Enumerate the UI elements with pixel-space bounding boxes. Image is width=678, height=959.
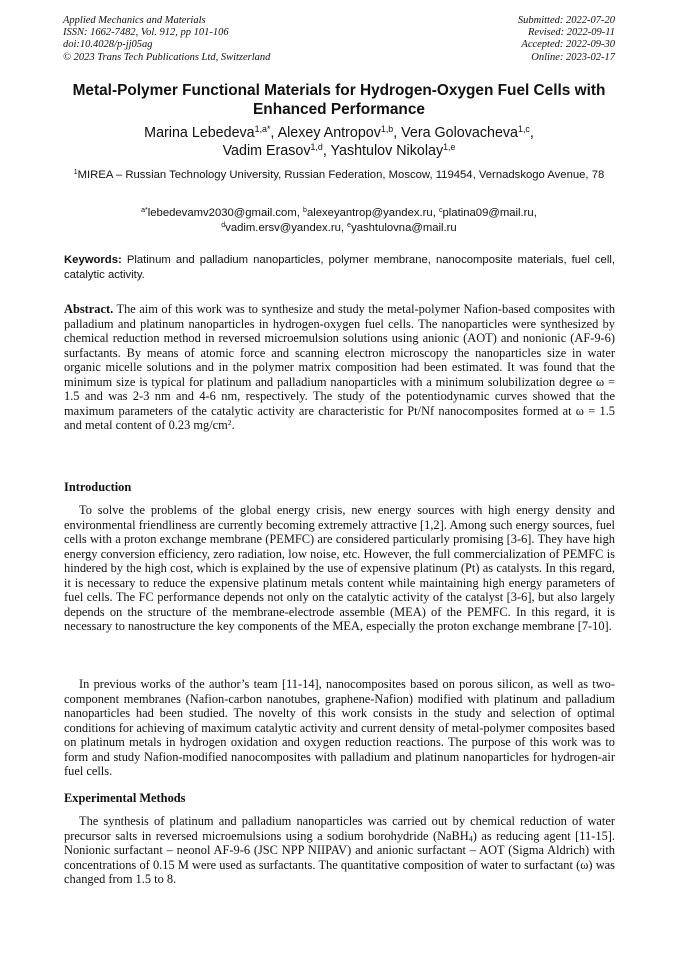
methods-text: ) as reducing agent [11-15]. Nonionic surfactant – neonol AF-9-6 (JSC NPP NIIPAV) and anionic surfactant – AOT (Sigma Aldrich) with concentrations of 0.15 M were used as surfactants. The quantitative composition of water to surfactant (ω) was changed from 1.5 to 8. (64, 828, 615, 886)
introduction-paragraph: To solve the problems of the global energy crisis, new energy sources with high energy density and environmental friendliness are currently becoming extremely attractive [1,2]. Among such energy sources, fuel cells with a proton exchange membrane (PEMFC) are considered particularly promising [3-6]. They have high energy conversion efficiency, zero radiation, low noise, etc. However, the full commercialization of PEMFC is hindered by the high cost, which is explained by the use of expensive platinum (Pt) as catalysts. In this regard, it is necessary to reduce the expensive platinum metals content while maintaining high energy parameters of fuel cells. The FC performance depends not only on the catalytic activity of the catalyst [3-6], but also largely depends on the structure of the membrane-electrode assemble (MEA) of the PEMFC. In this regard, it is necessary to nanostructure the key components of the MEA, especially the proton exchange membrane [7-10]. (64, 503, 615, 633)
author-affil-sup: 1,a* (254, 124, 271, 135)
author-affil-sup: 1,d (310, 142, 323, 153)
author-name: Vadim Erasov (222, 143, 311, 160)
journal-info (63, 15, 270, 64)
email-sup: b (303, 207, 307, 215)
abstract (64, 302, 615, 433)
methods-heading: Experimental Methods (64, 791, 186, 805)
author-affil-sup: 1,e (443, 142, 456, 153)
revised-date: Revised: 2022-09-11 (528, 27, 615, 39)
email-address[interactable]: yashtulovna@mail.ru (351, 221, 457, 234)
copyright-line: © 2023 Trans Tech Publications Ltd, Switzerland (63, 51, 271, 63)
submitted-date: Submitted: 2022-07-20 (517, 15, 615, 26)
affiliation (58, 168, 620, 183)
email-address[interactable]: vadim.ersv@yandex.ru (225, 221, 341, 234)
issn-line: ISSN: 1662-7482, Vol. 912, pp 101-106 (63, 27, 229, 39)
abstract-end: . (231, 418, 235, 432)
abstract-label: Abstract. (64, 302, 114, 316)
affiliation-sup: 1 (73, 169, 78, 177)
author-affil-sup: 1,b (380, 124, 394, 135)
paper-title: Metal-Polymer Functional Materials for Hydrogen-Oxygen Fuel Cells with Enhanced Performance (72, 82, 606, 118)
keywords (64, 253, 615, 282)
email-address[interactable]: platina09@mail.ru (442, 207, 534, 219)
email-address[interactable]: alexeyantrop@yandex.ru (306, 207, 433, 219)
email-sup: a* (141, 207, 148, 215)
keywords-text: Platinum and palladium nanoparticles, polymer membrane, nanocomposite materials, fuel cell, catalytic activity. (64, 254, 615, 281)
email-sup: c (439, 207, 443, 215)
author-list: Marina Lebedeva$^{1,a*}$, Alexey Antropov$^{1,b}$, Vera Golovacheva$^{1,c}$, Vadim Erasov$^{1,d}$, Yashtulov Nikolay$^{1,e}$ (144, 124, 534, 160)
online-date: Online: 2023-02-17 (531, 51, 615, 63)
abstract-unit-sup: 2 (227, 417, 232, 427)
author-name: Vera Golovacheva (401, 125, 519, 141)
methods-sub: 4 (468, 834, 473, 844)
methods-text: The synthesis of platinum and palladium nanoparticles was carried out by chemical reduction of water precursor salts in reversed microemulsions using a sodium borohydride (NaBH (64, 814, 615, 843)
author-name: Marina Lebedeva (144, 125, 255, 141)
email-sup: d (221, 221, 226, 229)
email-sup: e (347, 221, 352, 229)
author-name: Yashtulov Nikolay (330, 143, 444, 160)
affiliation-text: MIREA – Russian Technology University, Russian Federation, Moscow, 119454, Vernadskogo Avenue, 78 (77, 169, 605, 181)
accepted-date: Accepted: 2022-09-30 (521, 39, 615, 51)
email-list: $^{a*}$lebedevamv2030@gmail.com, $^b$alexeyantrop@yandex.ru, $^c$platina09@mail.ru, $^d$vadim.ersv@yandex.ru, $^e$yashtulovna@mail.ru (141, 207, 537, 234)
author-affil-sup: 1,c (518, 124, 530, 135)
methods-paragraph (64, 814, 615, 887)
abstract-text: The aim of this work was to synthesize and study the metal-polymer Nafion-based composites with palladium and platinum nanoparticles in hydrogen-oxygen fuel cells. The nanoparticles were synthesized by chemical reduction method in reversed microemulsion solutions using anionic (AOT) and nonionic (AF-9-6) surfactants. By means of atomic force and scanning electron microscopy the nanoparticles size in water organic micelle solutions and in the polymer matrix composition had been estimated. It was found that the minimum size is typical for platinum and palladium nanoparticles with a minimum solubilization degree ω = 1.5 and was 2-3 nm and 4-6 nm, respectively. The study of the potentiodynamic curves showed that the maximum parameters of the catalytic activity are characteristic for Pt/Nf nanocomposites formed at ω = 1.5 and metal content of 0.23 mg/cm (64, 302, 616, 432)
introduction-paragraph: In previous works of the author’s team [11-14], nanocomposites based on porous silicon, as well as two-component membranes (Nafion-carbon nanotubes, graphene-Nafion) modified with platinum and palladium nanoparticles had been studied. The novelty of this work consists in the study and selection of optimal conditions for achieving of maximum catalytic activity and current density of metal-polymer composites based on platinum metals in hydrogen oxidation and oxygen reduction reactions. The purpose of this work was to form and study Nafion-modified nanocomposites with palladium and platinum nanoparticles for hydrogen-air fuel cells. (64, 677, 615, 778)
author-name: Alexey Antropov (277, 125, 381, 141)
journal-name: Applied Mechanics and Materials (63, 15, 206, 26)
doi-line: doi:10.4028/p-jj05ag (63, 39, 153, 51)
introduction-heading: Introduction (64, 480, 132, 494)
submission-dates (518, 15, 615, 64)
email-address[interactable]: lebedevamv2030@gmail.com (147, 207, 297, 219)
keywords-label: Keywords: (64, 254, 122, 266)
